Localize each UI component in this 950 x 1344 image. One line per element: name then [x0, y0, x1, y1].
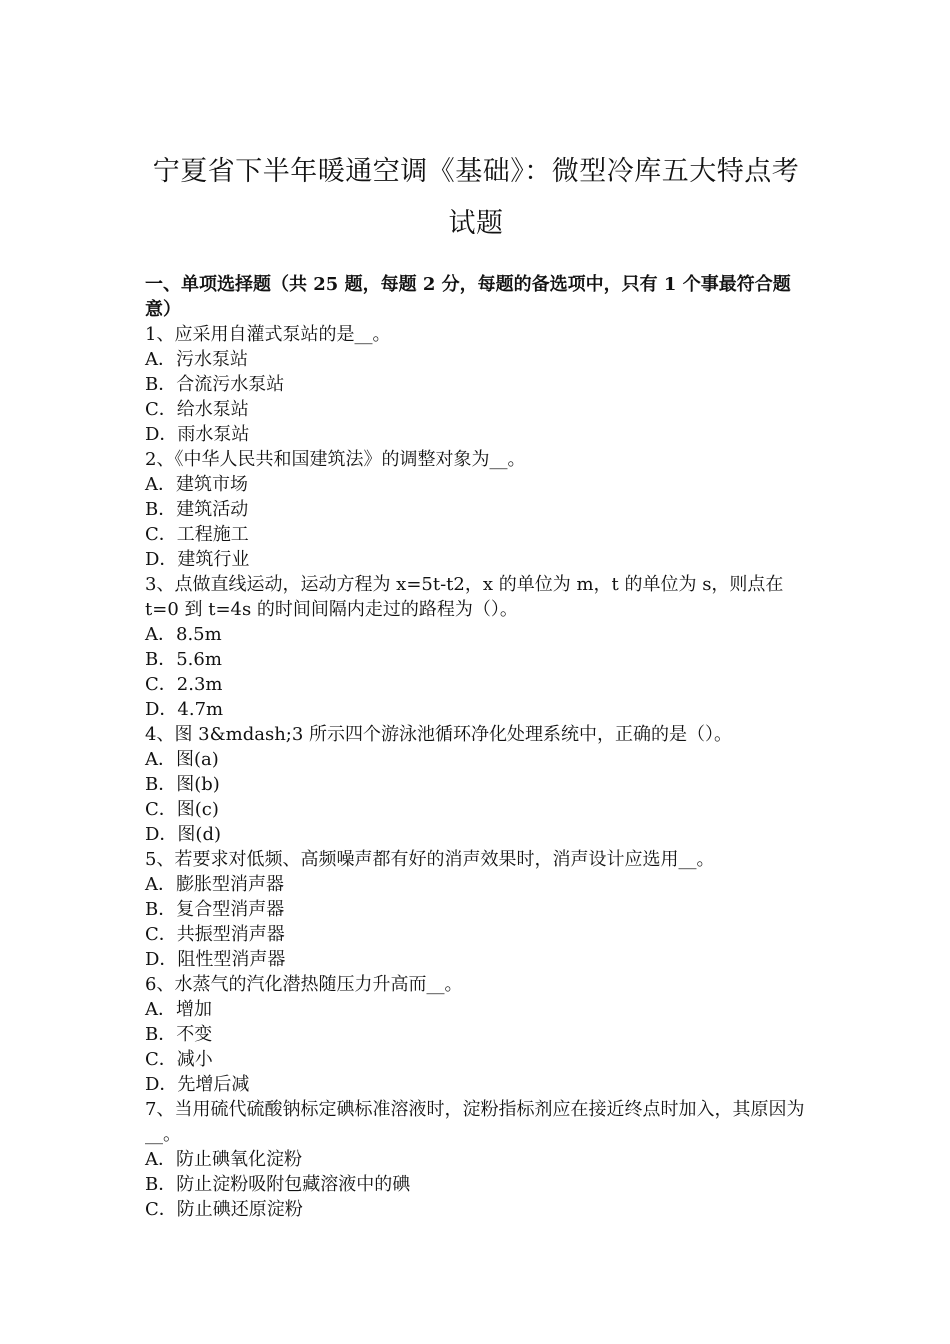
question-4 — [145, 722, 810, 847]
question-stem: 4、图 3&mdash;3 所示四个游泳池循环净化处理系统中，正确的是（）。 — [145, 724, 733, 745]
option-c: C．防止碘还原淀粉 — [145, 1199, 303, 1220]
option-b: B．不变 — [145, 1024, 213, 1045]
option-a: A．防止碘氧化淀粉 — [145, 1149, 302, 1170]
option-c: C．2.3m — [145, 674, 223, 695]
option-c: C．图(c) — [145, 799, 219, 820]
option-a: A．污水泵站 — [145, 349, 248, 370]
section-header: 一、单项选择题（共 25 题，每题 2 分，每题的备选项中，只有 1 个事最符合题意） — [145, 274, 791, 320]
option-c: C．给水泵站 — [145, 399, 249, 420]
question-stem: 2、《中华人民共和国建筑法》的调整对象为__。 — [145, 449, 526, 470]
option-b: B．建筑活动 — [145, 499, 249, 520]
option-d: D．建筑行业 — [145, 549, 250, 570]
option-d: D．图(d) — [145, 824, 221, 845]
question-stem: 1、应采用自灌式泵站的是__。 — [145, 324, 391, 345]
option-a: A．膨胀型消声器 — [145, 874, 284, 895]
option-b: B．防止淀粉吸附包藏溶液中的碘 — [145, 1174, 411, 1195]
question-6 — [145, 972, 810, 1097]
question-5 — [145, 847, 810, 972]
question-1 — [145, 322, 810, 447]
option-a: A．图(a) — [145, 749, 219, 770]
question-stem: 7、当用硫代硫酸钠标定碘标准溶液时，淀粉指标剂应在接近终点时加入，其原因为__。 — [145, 1099, 805, 1145]
question-stem: 6、水蒸气的汽化潜热随压力升高而__。 — [145, 974, 463, 995]
option-c: C．共振型消声器 — [145, 924, 285, 945]
option-a: A．增加 — [145, 999, 212, 1020]
option-a: A．8.5m — [145, 624, 222, 645]
option-d: D．4.7m — [145, 699, 224, 720]
document-title: 宁夏省下半年暖通空调《基础》：微型冷库五大特点考试题 — [152, 156, 800, 239]
question-stem: 3、点做直线运动，运动方程为 x=5t-t2，x 的单位为 m，t 的单位为 s，则点在 t=0 到 t=4s 的时间间隔内走过的路程为（）。 — [145, 574, 784, 620]
option-b: B．合流污水泵站 — [145, 374, 285, 395]
option-c: C．工程施工 — [145, 524, 249, 545]
option-c: C．减小 — [145, 1049, 213, 1070]
question-section — [145, 272, 810, 1222]
option-b: B．复合型消声器 — [145, 899, 285, 920]
option-d: D．阻性型消声器 — [145, 949, 286, 970]
question-7 — [145, 1097, 810, 1222]
question-2 — [145, 447, 810, 572]
option-b: B．图(b) — [145, 774, 220, 795]
question-stem: 5、若要求对低频、高频噪声都有好的消声效果时，消声设计应选用__。 — [145, 849, 715, 870]
option-b: B．5.6m — [145, 649, 222, 670]
option-a: A．建筑市场 — [145, 474, 248, 495]
question-3 — [145, 572, 810, 722]
option-d: D．雨水泵站 — [145, 424, 250, 445]
option-d: D．先增后减 — [145, 1074, 250, 1095]
